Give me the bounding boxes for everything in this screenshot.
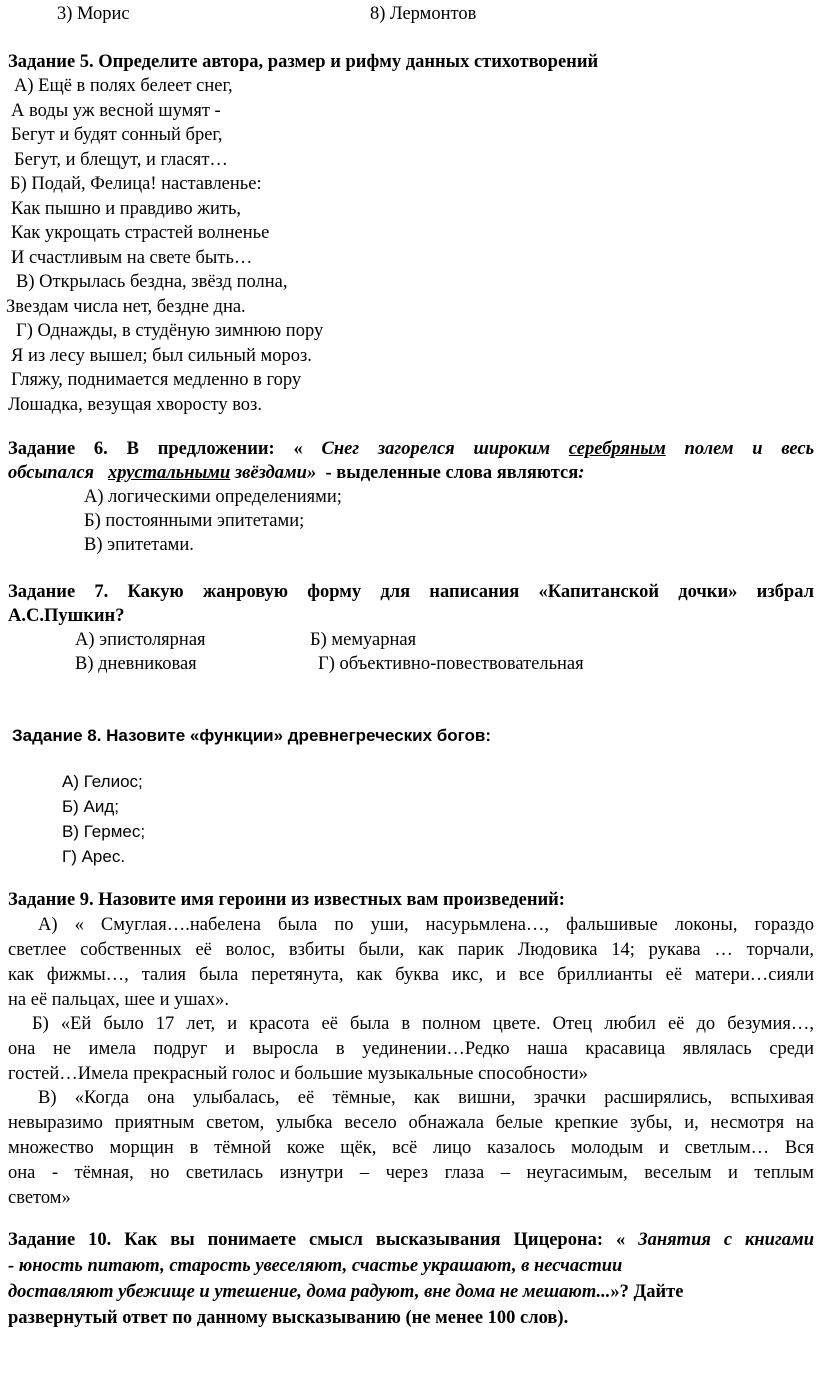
- task9-passage-c-line: множество морщин в тёмной коже щёк, всё лицо казалось молодым и светлым… Вся: [8, 1138, 814, 1158]
- task6-option: В) эпитетами.: [84, 535, 194, 555]
- poem-line: Г) Однажды, в студёную зимнюю пору: [16, 321, 324, 341]
- task9-title: Задание 9. Назовите имя героини из известных вам произведений:: [8, 890, 565, 910]
- task6-label: Задание 6.: [8, 439, 108, 459]
- task10-line4: развернутый ответ по данному высказыванию (не менее 100 слов).: [8, 1308, 569, 1328]
- task5-title: Задание 5. Определите автора, размер и рифму данных стихотворений: [8, 52, 599, 72]
- task9-passage-a-line: светлее собственных её волос, взбиты были, как парик Людовика 14; рукава … торчали,: [8, 940, 814, 960]
- poem-line: Лошадка, везущая хворосту воз.: [8, 395, 262, 415]
- task7-option: Г) объективно-повествовательная: [318, 654, 584, 674]
- task9-passage-b-line: она не имела подруг и выросла в уединении…Редко наша красавица являлась среди: [8, 1039, 814, 1059]
- poem-line: Гляжу, поднимается медленно в гору: [11, 370, 302, 390]
- task8-title: Задание 8. Назовите «функции» древнегреческих богов:: [12, 726, 491, 745]
- task9-passage-b-line: гостей…Имела прекрасный голос и большие музыкальные способности»: [8, 1064, 588, 1084]
- poem-line: А) Ещё в полях белеет снег,: [14, 76, 233, 96]
- poem-line: Я из лесу вышел; был сильный мороз.: [11, 346, 312, 366]
- task9-passage-c-line: невыразимо приятным светом, улыбка весело обнажала белые крепкие зубы, и, несмотря на: [8, 1113, 814, 1133]
- task7-option: Б) мемуарная: [310, 630, 417, 650]
- task10-quote: доставляют убежище и утешение, дома радуют, вне дома не мешают...: [8, 1282, 611, 1302]
- task9-passage-a-line: на её пальцах, шее и ушах».: [8, 990, 229, 1010]
- top-item-left: 3) Морис: [57, 4, 130, 24]
- task6-lead: В предложении: «: [126, 439, 303, 459]
- task10-line1: [8, 1228, 814, 1252]
- poem-line: И счастливым на свете быть…: [11, 248, 253, 268]
- task9-passage-c-line: светом»: [8, 1188, 71, 1208]
- task6-tail: - выделенные слова являются: [325, 463, 579, 483]
- task6-line2: [8, 461, 584, 485]
- task6-option: Б) постоянными эпитетами;: [84, 511, 305, 531]
- task6-line1: [8, 437, 814, 461]
- task9-passage-c-line: В) «Когда она улыбалась, её тёмные, как вишни, зрачки расширялись, вспыхивая: [38, 1088, 814, 1108]
- task7-line1: Задание 7. Какую жанровую форму для написания «Капитанской дочки» избрал: [8, 582, 814, 602]
- task6-quote-part: Снег загорелся широким: [321, 439, 551, 459]
- task8-option: Г) Арес.: [62, 847, 126, 866]
- poem-line: Как пышно и правдиво жить,: [11, 199, 242, 219]
- task7-line2: А.С.Пушкин?: [8, 606, 125, 626]
- poem-line: Бегут, и блещут, и гласят…: [14, 150, 228, 170]
- task7-option: В) дневниковая: [75, 654, 197, 674]
- task6-quote-part: звёздами»: [234, 463, 317, 483]
- task9-passage-a-line: как фижмы…, талия была перетянута, как буква икс, и все бриллианты её матери…сияли: [8, 965, 814, 985]
- task6-option: А) логическими определениями;: [84, 487, 342, 507]
- task8-option: А) Гелиос;: [62, 772, 143, 791]
- task6-colon: :: [578, 463, 585, 483]
- task10-instruction: »? Дайте: [610, 1282, 684, 1302]
- task6-quote-part: полем и весь: [684, 439, 815, 459]
- poem-line: Б) Подай, Фелица! наставленье:: [10, 174, 262, 194]
- task10-quote-line: - юность питают, старость увеселяют, счастье украшают, в несчастии: [8, 1256, 623, 1276]
- top-item-right: 8) Лермонтов: [370, 4, 477, 24]
- task10-question: Задание 10. Как вы понимаете смысл высказывания Цицерона: «: [8, 1230, 626, 1250]
- poem-line: Как укрощать страстей волненье: [11, 223, 270, 243]
- poem-line: В) Открылась бездна, звёзд полна,: [16, 272, 288, 292]
- poem-line: Бегут и будят сонный брег,: [11, 125, 223, 145]
- task10-line3: [8, 1280, 683, 1304]
- task8-option: Б) Аид;: [62, 797, 120, 816]
- task6-highlight-word: хрустальными: [107, 463, 231, 483]
- task9-passage-b-line: Б) «Ей было 17 лет, и красота её была в полном цвете. Отец любил её до безумия…,: [32, 1014, 814, 1034]
- task9-passage-c-line: она - тёмная, но светилась изнутри – через глаза – неугасимым, веселым и теплым: [8, 1163, 814, 1183]
- task7-option: А) эпистолярная: [75, 630, 206, 650]
- task6-quote-part: обсыпался: [8, 463, 95, 483]
- task9-passage-a-line: А) « Смуглая….набелена была по уши, насурьмлена…, фальшивые локоны, гораздо: [38, 915, 814, 935]
- poem-line: Звездам числа нет, бездне дна.: [6, 297, 246, 317]
- poem-line: А воды уж весной шумят -: [11, 101, 221, 121]
- task8-option: В) Гермес;: [62, 822, 146, 841]
- task10-quote: Занятия с книгами: [638, 1230, 814, 1250]
- task6-highlight-word: серебряным: [568, 439, 666, 459]
